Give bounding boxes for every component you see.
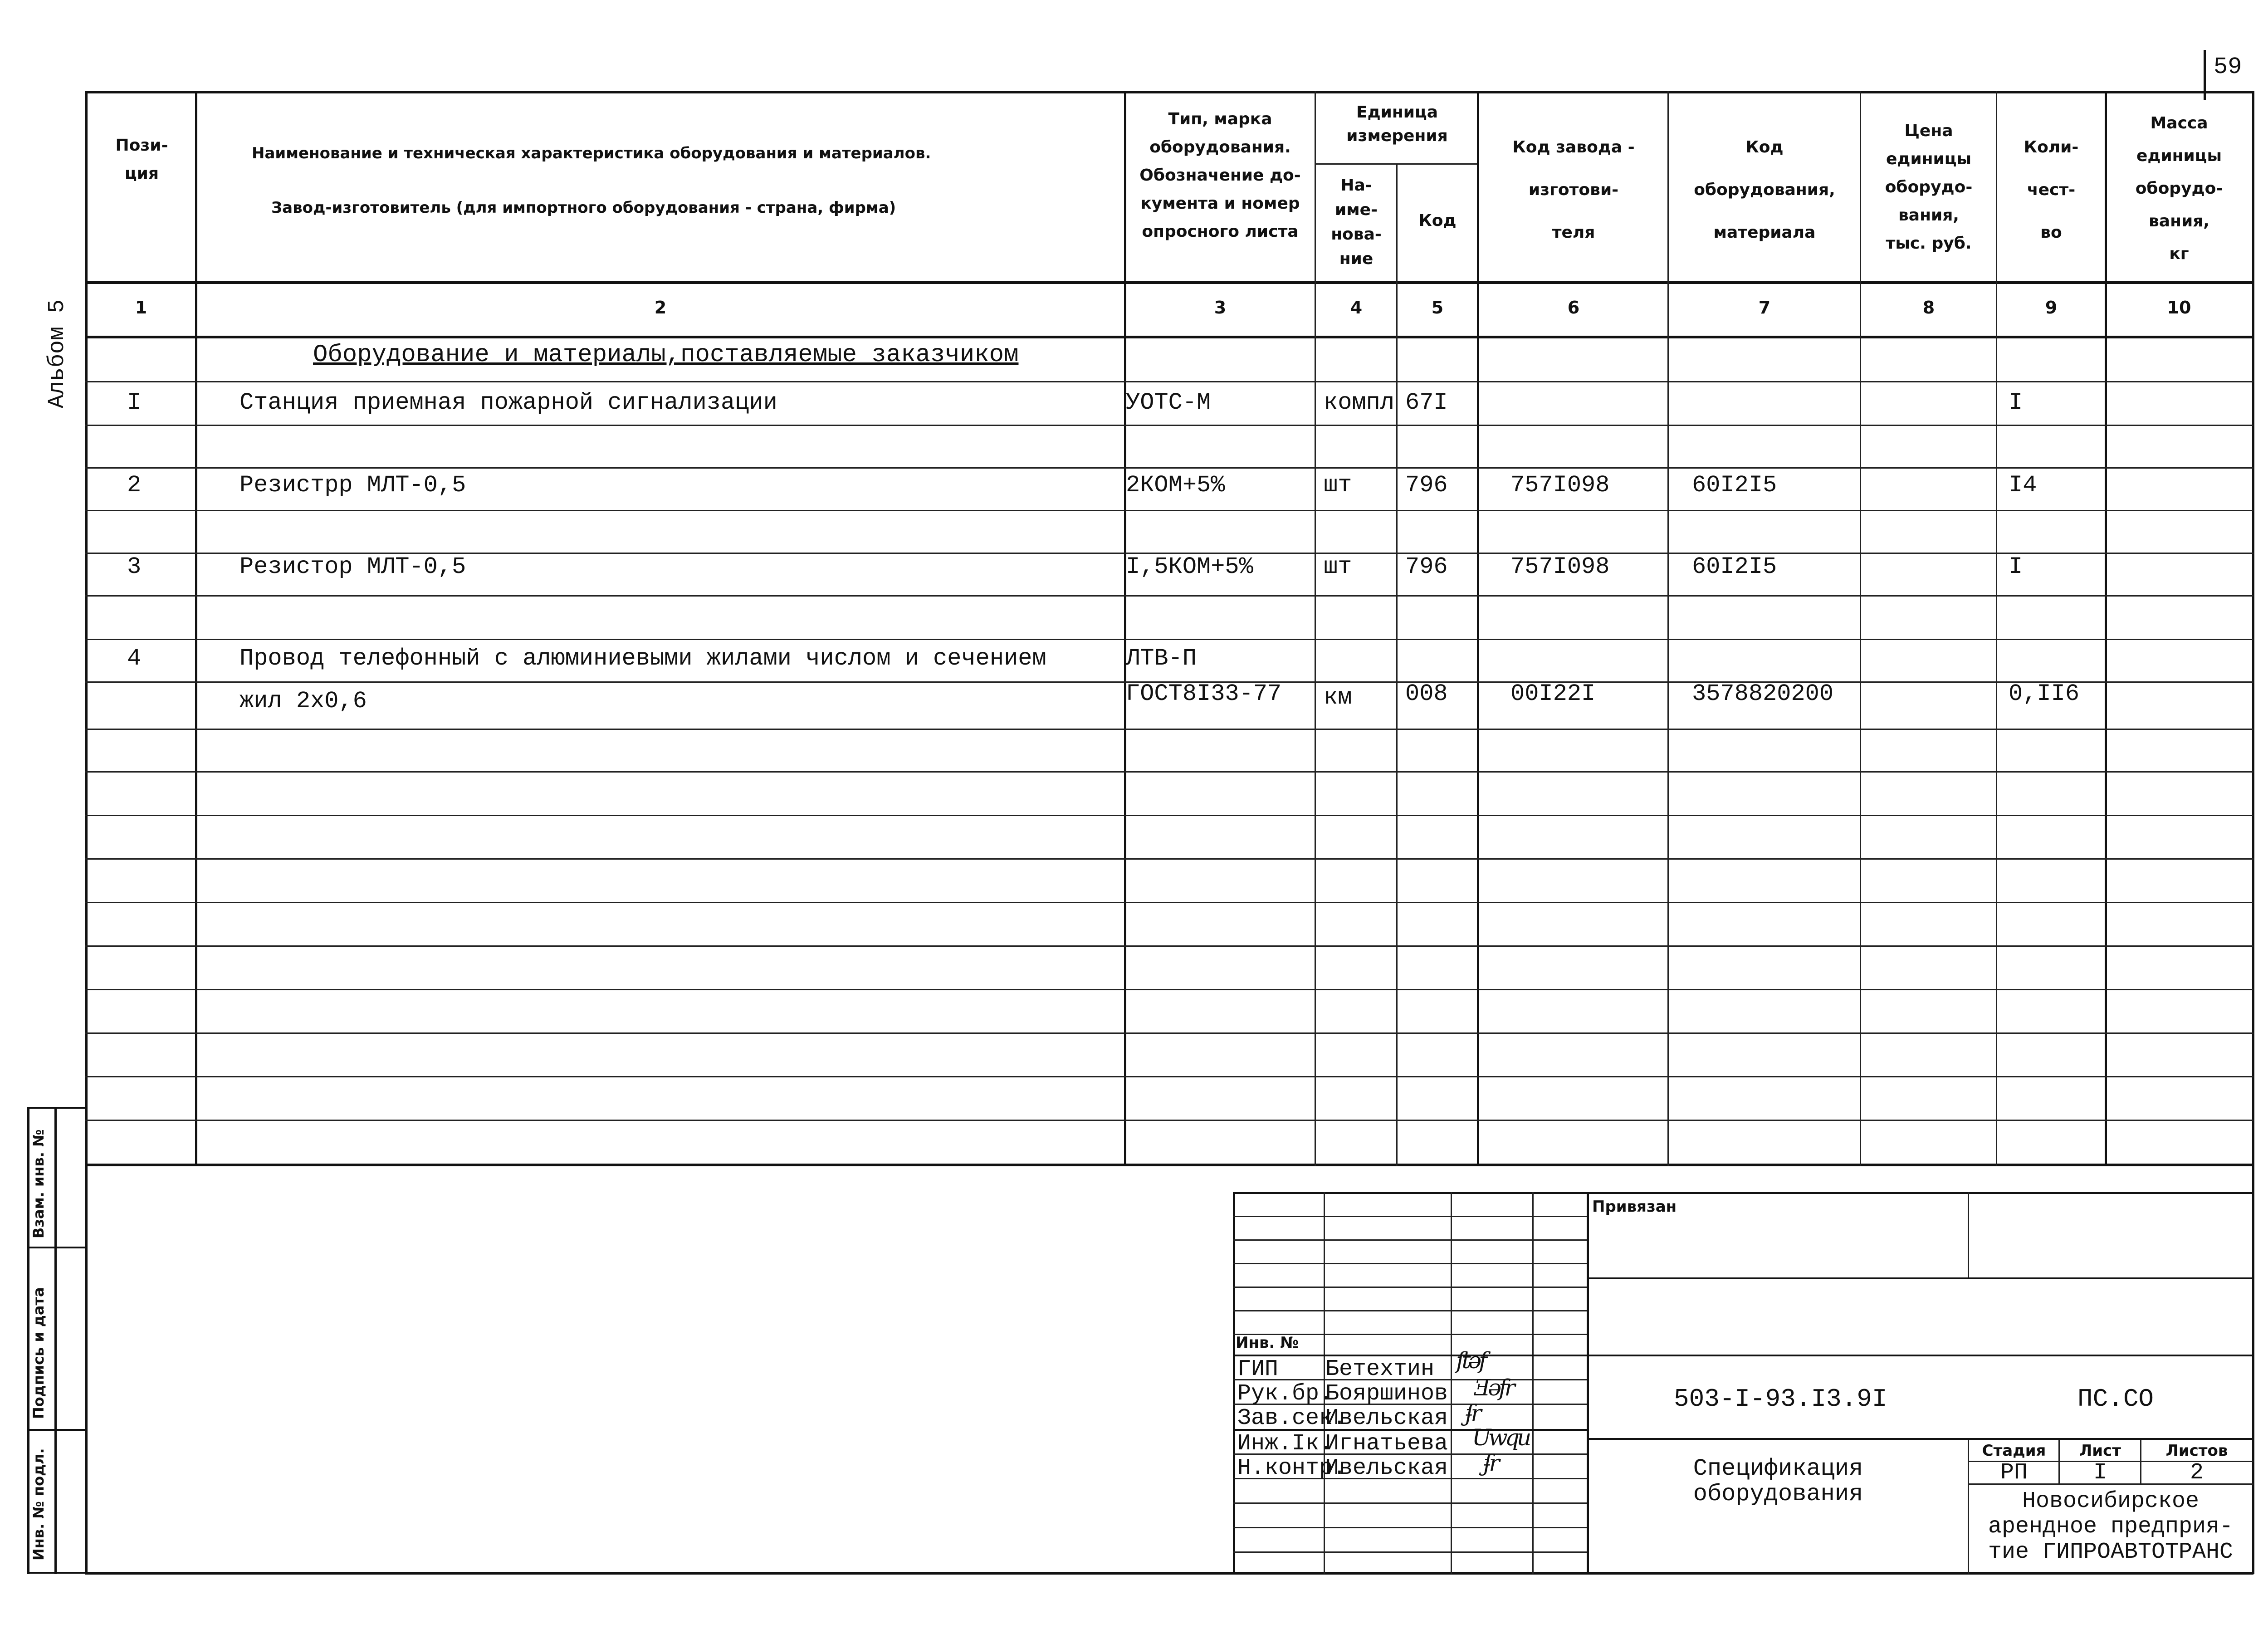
album-label: Альбом 5: [44, 299, 70, 408]
stage-value: РП: [2000, 1460, 2028, 1486]
sheet-value: I: [2093, 1460, 2107, 1486]
header-unit-name: На- име- нова- ние: [1331, 176, 1382, 268]
section-title: Оборудование и материалы,поставляемые заказчиком: [313, 341, 1019, 369]
side-podpis: Подпись и дата: [30, 1287, 47, 1419]
header-quantity: Коли- чест- во: [2024, 138, 2079, 242]
page-number: 59: [2214, 54, 2242, 80]
privyazan-label: Привязан: [1592, 1198, 1677, 1216]
side-inv-podl: Инв. № подл.: [30, 1448, 47, 1561]
sheets-value: 2: [2190, 1460, 2204, 1486]
stage-label: Стадия: [1982, 1442, 2046, 1460]
header-type: Тип, марка оборудования. Обозначение до- кумента и номер опросного листа: [1139, 110, 1301, 241]
header-unit-group: Единица измерения: [1346, 103, 1448, 145]
header-name-line1: Наименование и техническая характеристика оборудования и материалов.: [252, 144, 931, 162]
bottom-border: [85, 1572, 2253, 1575]
signature-icon: Ǝǝfr: [1474, 1375, 1513, 1401]
header-position: Пози- ция: [115, 136, 168, 183]
header-unit-code: Код: [1418, 211, 1457, 230]
doc-code: 503-I-93.I3.9I: [1674, 1384, 1887, 1414]
sheets-label: Листов: [2165, 1442, 2228, 1460]
sheet-label: Лист: [2079, 1442, 2121, 1460]
header-equipment-code: Код оборудования, материала: [1694, 138, 1835, 242]
header-name-line2: Завод-изготовитель (для импортного оборудования - страна, фирма): [271, 199, 896, 217]
organization-name: Новосибирское арендное предприя- тие ГИПРОАВТОТРАНС: [1988, 1488, 2234, 1565]
doc-mark: ПС.СО: [2077, 1384, 2154, 1414]
right-border-lower: [2252, 1164, 2254, 1574]
inv-no-label: Инв. №: [1236, 1334, 1299, 1352]
signature-icon: Uwqu: [1472, 1424, 1529, 1451]
doc-title: Спецификация оборудования: [1693, 1455, 1863, 1507]
side-vzam: Взам. инв. №: [30, 1129, 47, 1238]
signature-icon: ſtǝf: [1456, 1347, 1485, 1374]
signature-icon: ʄr: [1483, 1450, 1497, 1476]
header-mass: Масса единицы оборудо- вания, кг: [2135, 114, 2223, 263]
header-factory-code: Код завода - изготови- теля: [1512, 138, 1635, 242]
signature-icon: ʄr: [1465, 1400, 1479, 1426]
header-price: Цена единицы оборудо- вания, тыс. руб.: [1885, 122, 1973, 253]
